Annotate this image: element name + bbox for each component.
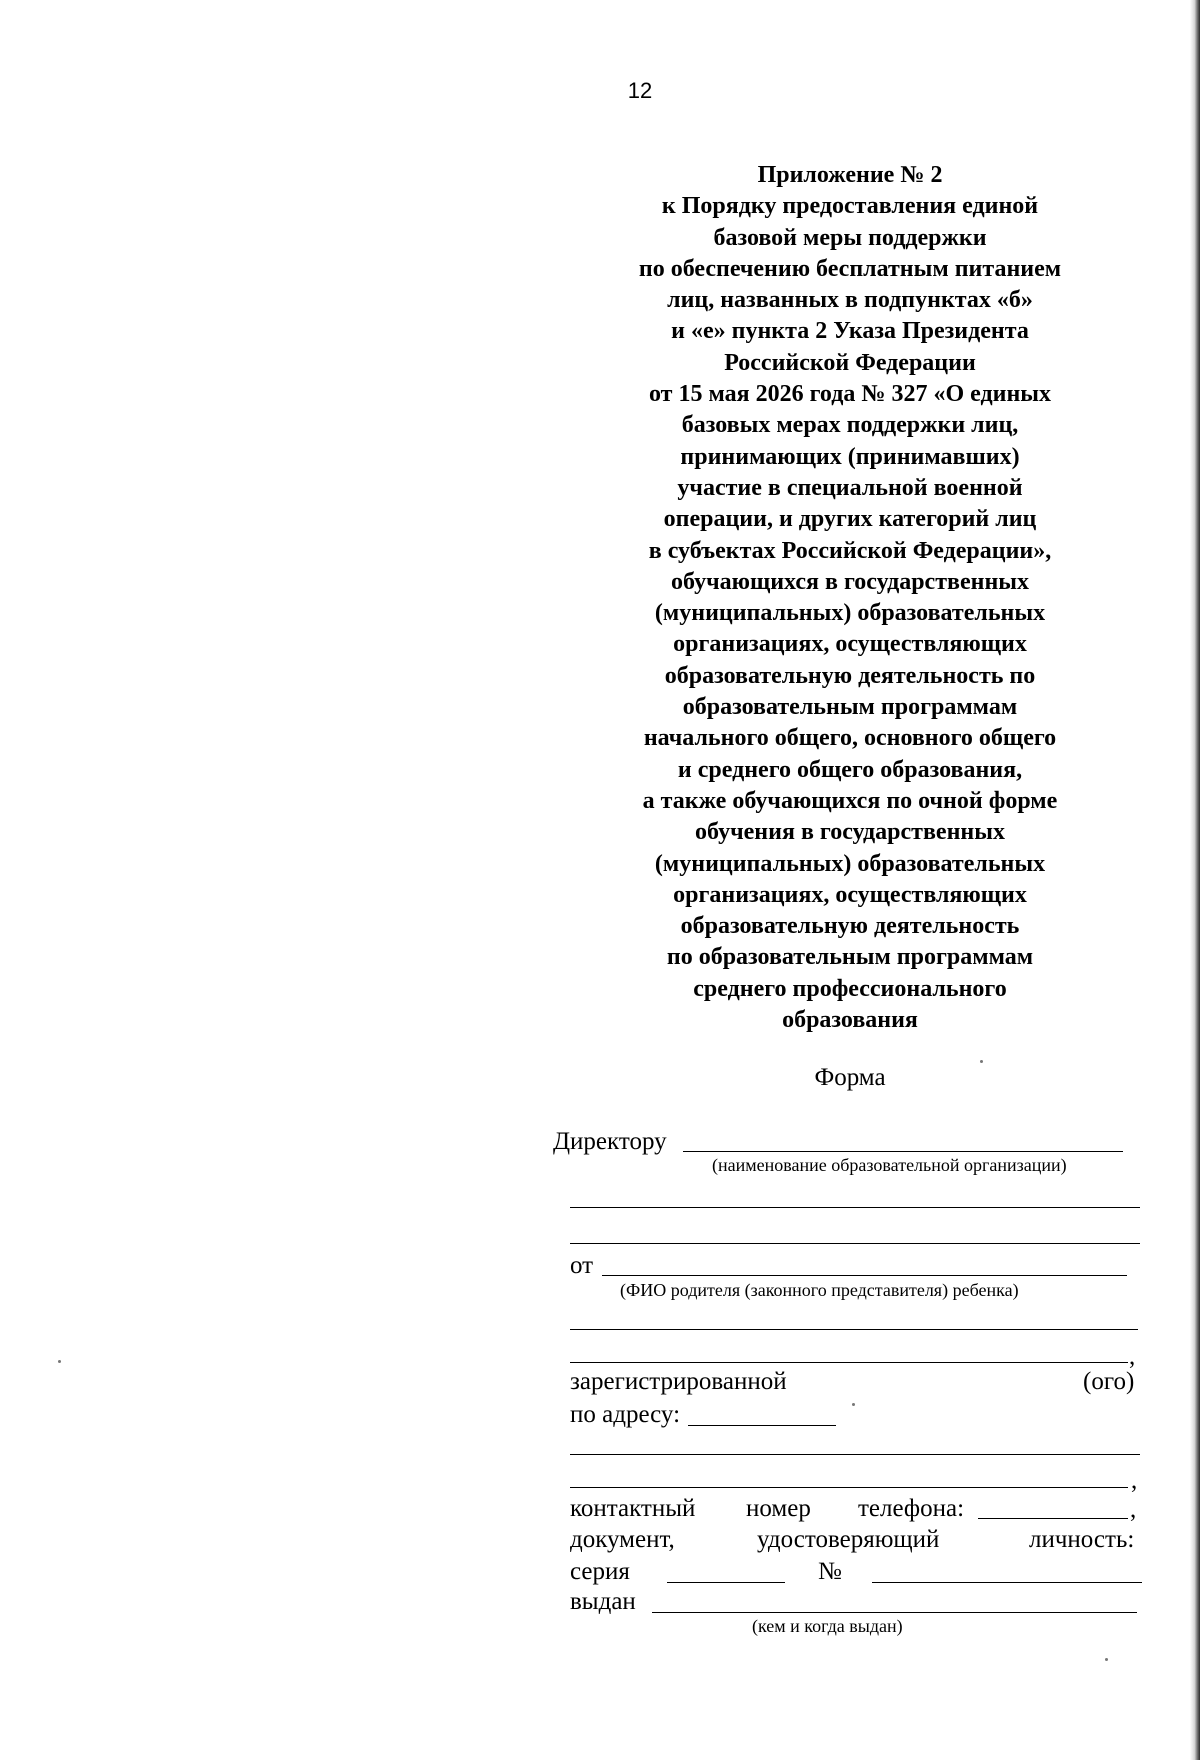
header-line: по обеспечению бесплатным питанием	[638, 255, 1062, 282]
number-label: №	[818, 1558, 842, 1585]
header-line: (муниципальных) образовательных	[654, 600, 1046, 627]
address-field[interactable]	[688, 1425, 836, 1426]
header-line: обучения в государственных	[695, 819, 1005, 846]
header-line: начального общего, основного общего	[643, 725, 1057, 752]
header-line: от 15 мая 2026 года № 327 «О единых	[648, 381, 1052, 408]
address-label: по адресу:	[570, 1401, 681, 1428]
scan-speck	[58, 1360, 61, 1363]
scanned-page-edge	[1190, 0, 1200, 1760]
header-line: и среднего общего образования,	[677, 756, 1023, 783]
parent-name-field-line-2[interactable]	[570, 1329, 1138, 1330]
header-line: и «е» пункта 2 Указа Президента	[671, 318, 1029, 345]
header-line: образовательную деятельность	[680, 913, 1020, 940]
trailing-comma: ,	[1129, 1343, 1136, 1370]
address-field-line-3[interactable]	[570, 1487, 1128, 1488]
id-document-label-word: личность:	[1029, 1526, 1135, 1553]
parent-name-field-line-3[interactable]	[570, 1362, 1128, 1363]
director-label: Директору	[553, 1128, 667, 1155]
appendix-header	[580, 160, 1120, 1036]
scan-speck	[980, 1060, 983, 1063]
header-line: в субъектах Российской Федерации»,	[648, 537, 1052, 564]
director-org-field-line-3[interactable]	[570, 1243, 1140, 1244]
phone-label-word: телефона:	[858, 1495, 965, 1522]
header-line: участие в специальной военной	[677, 474, 1023, 501]
header-line: образовательным программам	[682, 694, 1018, 721]
issued-by-field[interactable]	[652, 1612, 1137, 1613]
header-line: лиц, названных в подпунктах «б»	[667, 287, 1033, 314]
scan-speck	[852, 1403, 855, 1406]
issued-label: выдан	[570, 1588, 636, 1615]
registered-label: зарегистрированной	[570, 1368, 787, 1395]
trailing-comma: ,	[1131, 1467, 1138, 1494]
phone-label-word: контактный	[570, 1495, 696, 1522]
header-line: принимающих (принимавших)	[680, 443, 1020, 470]
registered-suffix: (ого)	[1083, 1368, 1135, 1395]
header-line: а также обучающихся по очной форме	[642, 787, 1058, 814]
header-line: по образовательным программам	[666, 944, 1034, 971]
header-line: (муниципальных) образовательных	[654, 850, 1046, 877]
trailing-comma: ,	[1130, 1496, 1137, 1523]
phone-label-word: номер	[746, 1495, 811, 1522]
parent-name-field[interactable]	[602, 1275, 1127, 1276]
phone-field[interactable]	[978, 1518, 1128, 1519]
issued-by-caption: (кем и когда выдан)	[752, 1616, 903, 1636]
header-line: образования	[782, 1007, 918, 1034]
header-line: к Порядку предоставления единой	[661, 193, 1039, 220]
header-line: базовых мерах поддержки лиц,	[681, 412, 1019, 439]
from-label: от	[570, 1252, 594, 1279]
form-label: Форма	[814, 1064, 886, 1091]
header-line: организациях, осуществляющих	[673, 881, 1027, 908]
header-line: обучающихся в государственных	[670, 568, 1030, 595]
parent-name-caption: (ФИО родителя (законного представителя) ребенка)	[620, 1280, 1019, 1300]
page-number: 12	[627, 78, 653, 103]
header-line: операции, и других категорий лиц	[663, 506, 1037, 533]
director-org-field[interactable]	[683, 1151, 1123, 1152]
series-label: серия	[570, 1558, 630, 1585]
header-line: образовательную деятельность по	[664, 662, 1036, 689]
header-line: среднего профессионального	[693, 975, 1007, 1002]
header-line: базовой меры поддержки	[713, 224, 987, 251]
director-org-field-line-2[interactable]	[570, 1207, 1140, 1208]
header-line: Приложение № 2	[757, 162, 943, 188]
director-org-caption: (наименование образовательной организации)	[712, 1155, 1067, 1175]
header-line: Российской Федерации	[724, 349, 976, 376]
id-document-label-word: удостоверяющий	[757, 1526, 940, 1553]
scan-speck	[1105, 1658, 1108, 1661]
id-document-label-word: документ,	[570, 1526, 675, 1553]
header-line: организациях, осуществляющих	[673, 631, 1027, 658]
number-field[interactable]	[872, 1582, 1142, 1583]
address-field-line-2[interactable]	[570, 1454, 1140, 1455]
series-field[interactable]	[667, 1582, 785, 1583]
